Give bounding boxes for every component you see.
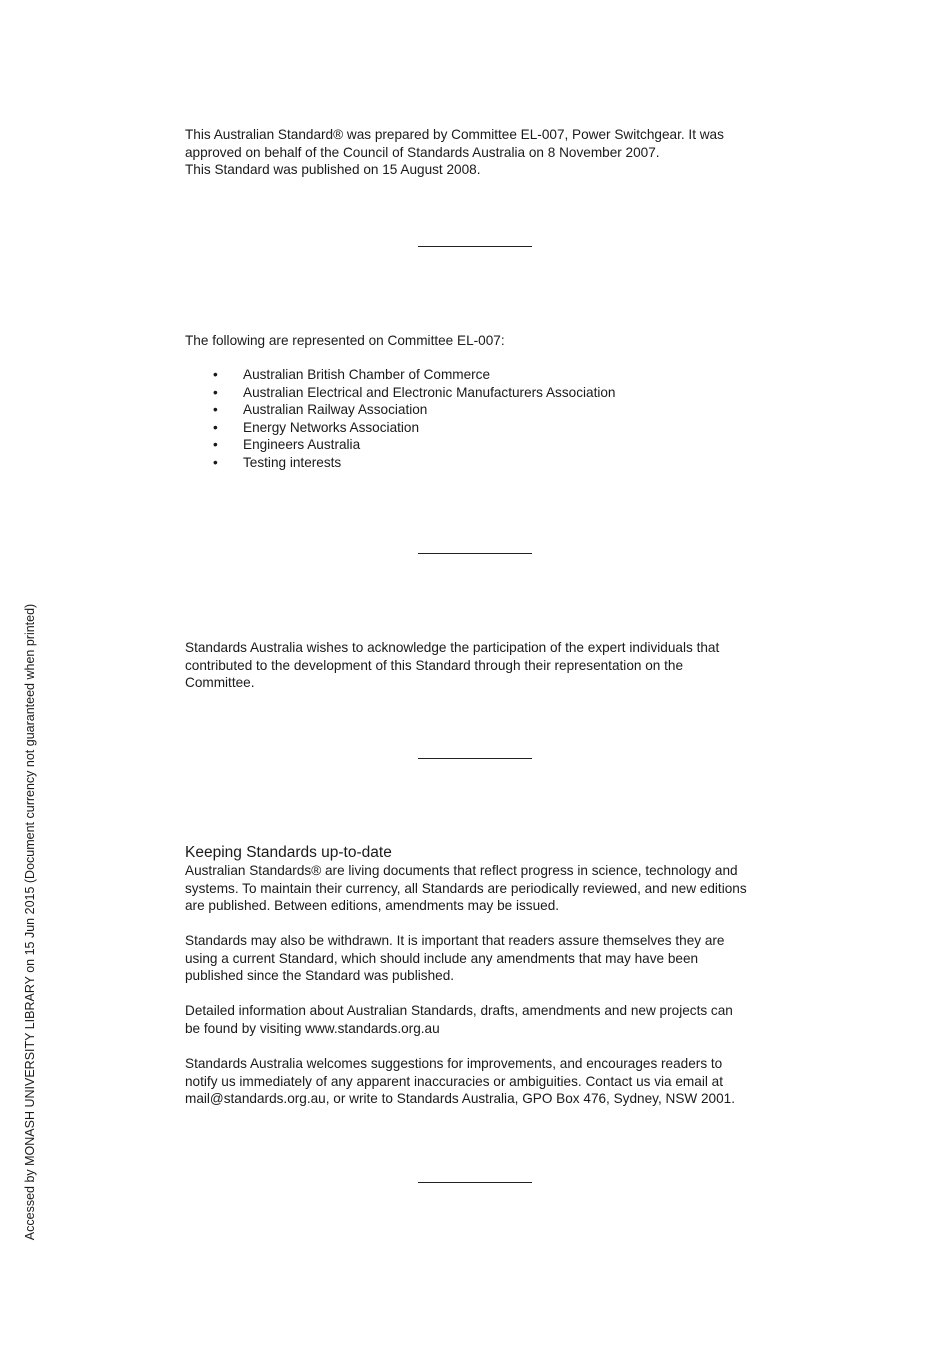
paragraph-line: systems. To maintain their currency, all Standards are periodically reviewed, and new editions [185, 880, 747, 896]
committee-member-list [185, 366, 616, 472]
preparation-line: This Standard was published on 15 August 2008. [185, 162, 481, 178]
section-heading: Keeping Standards up-to-date [185, 844, 392, 861]
keeping-paragraph-2 [185, 932, 775, 985]
bullet-icon: • [213, 419, 218, 435]
bullet-icon: • [213, 454, 218, 470]
section-divider [418, 553, 532, 554]
bullet-icon: • [213, 367, 218, 382]
list-item [185, 401, 616, 419]
bullet-icon: • [213, 402, 218, 418]
list-item [185, 419, 616, 437]
member-name: Australian Railway Association [243, 402, 428, 418]
bullet-icon: • [213, 437, 218, 453]
list-item [185, 384, 616, 402]
paragraph-line: Standards Australia welcomes suggestions for improvements, and encourages readers to [185, 1056, 723, 1071]
acknowledgement-paragraph [185, 639, 775, 692]
preparation-line: This Australian Standard® was prepared by Committee EL-007, Power Switchgear. It was [185, 127, 724, 142]
preparation-line: approved on behalf of the Council of Standards Australia on 8 November 2007. [185, 144, 660, 160]
paragraph-line: using a current Standard, which should include any amendments that may have been [185, 950, 699, 966]
committee-intro: The following are represented on Committee EL-007: [185, 333, 505, 348]
member-name: Engineers Australia [243, 437, 361, 453]
paragraph-line: notify us immediately of any apparent inaccuracies or ambiguities. Contact us via email at [185, 1073, 723, 1089]
member-name: Energy Networks Association [243, 419, 420, 435]
paragraph-line: Detailed information about Australian Standards, drafts, amendments and new projects can [185, 1003, 733, 1018]
section-divider [418, 758, 532, 759]
list-item [185, 454, 616, 472]
member-name: Testing interests [243, 454, 342, 470]
preparation-statement [185, 126, 775, 179]
list-item [185, 366, 616, 384]
paragraph-line: be found by visiting www.standards.org.au [185, 1020, 440, 1036]
keeping-paragraph-1 [185, 862, 775, 915]
paragraph-line: are published. Between editions, amendments may be issued. [185, 898, 560, 914]
paragraph-line: Australian Standards® are living documents that reflect progress in science, technology and [185, 863, 738, 878]
member-name: Australian Electrical and Electronic Manufacturers Association [243, 384, 616, 400]
member-name: Australian British Chamber of Commerce [243, 367, 491, 382]
access-notice: Accessed by MONASH UNIVERSITY LIBRARY on 15 Jun 2015 (Document currency not guaranteed when printed) [23, 603, 37, 1241]
keeping-paragraph-4 [185, 1055, 775, 1108]
paragraph-line: Standards may also be withdrawn. It is important that readers assure themselves they are [185, 933, 725, 948]
paragraph-line: mail@standards.org.au, or write to Standards Australia, GPO Box 476, Sydney, NSW 2001. [185, 1091, 736, 1107]
list-item [185, 436, 616, 454]
acknowledgement-line: Committee. [185, 675, 255, 691]
acknowledgement-line: Standards Australia wishes to acknowledge the participation of the expert individuals that [185, 640, 720, 655]
section-divider [418, 246, 532, 247]
paragraph-line: published since the Standard was published. [185, 968, 455, 984]
keeping-paragraph-3 [185, 1002, 775, 1037]
bullet-icon: • [213, 384, 218, 400]
acknowledgement-line: contributed to the development of this Standard through their representation on the [185, 657, 684, 673]
section-divider [418, 1182, 532, 1183]
